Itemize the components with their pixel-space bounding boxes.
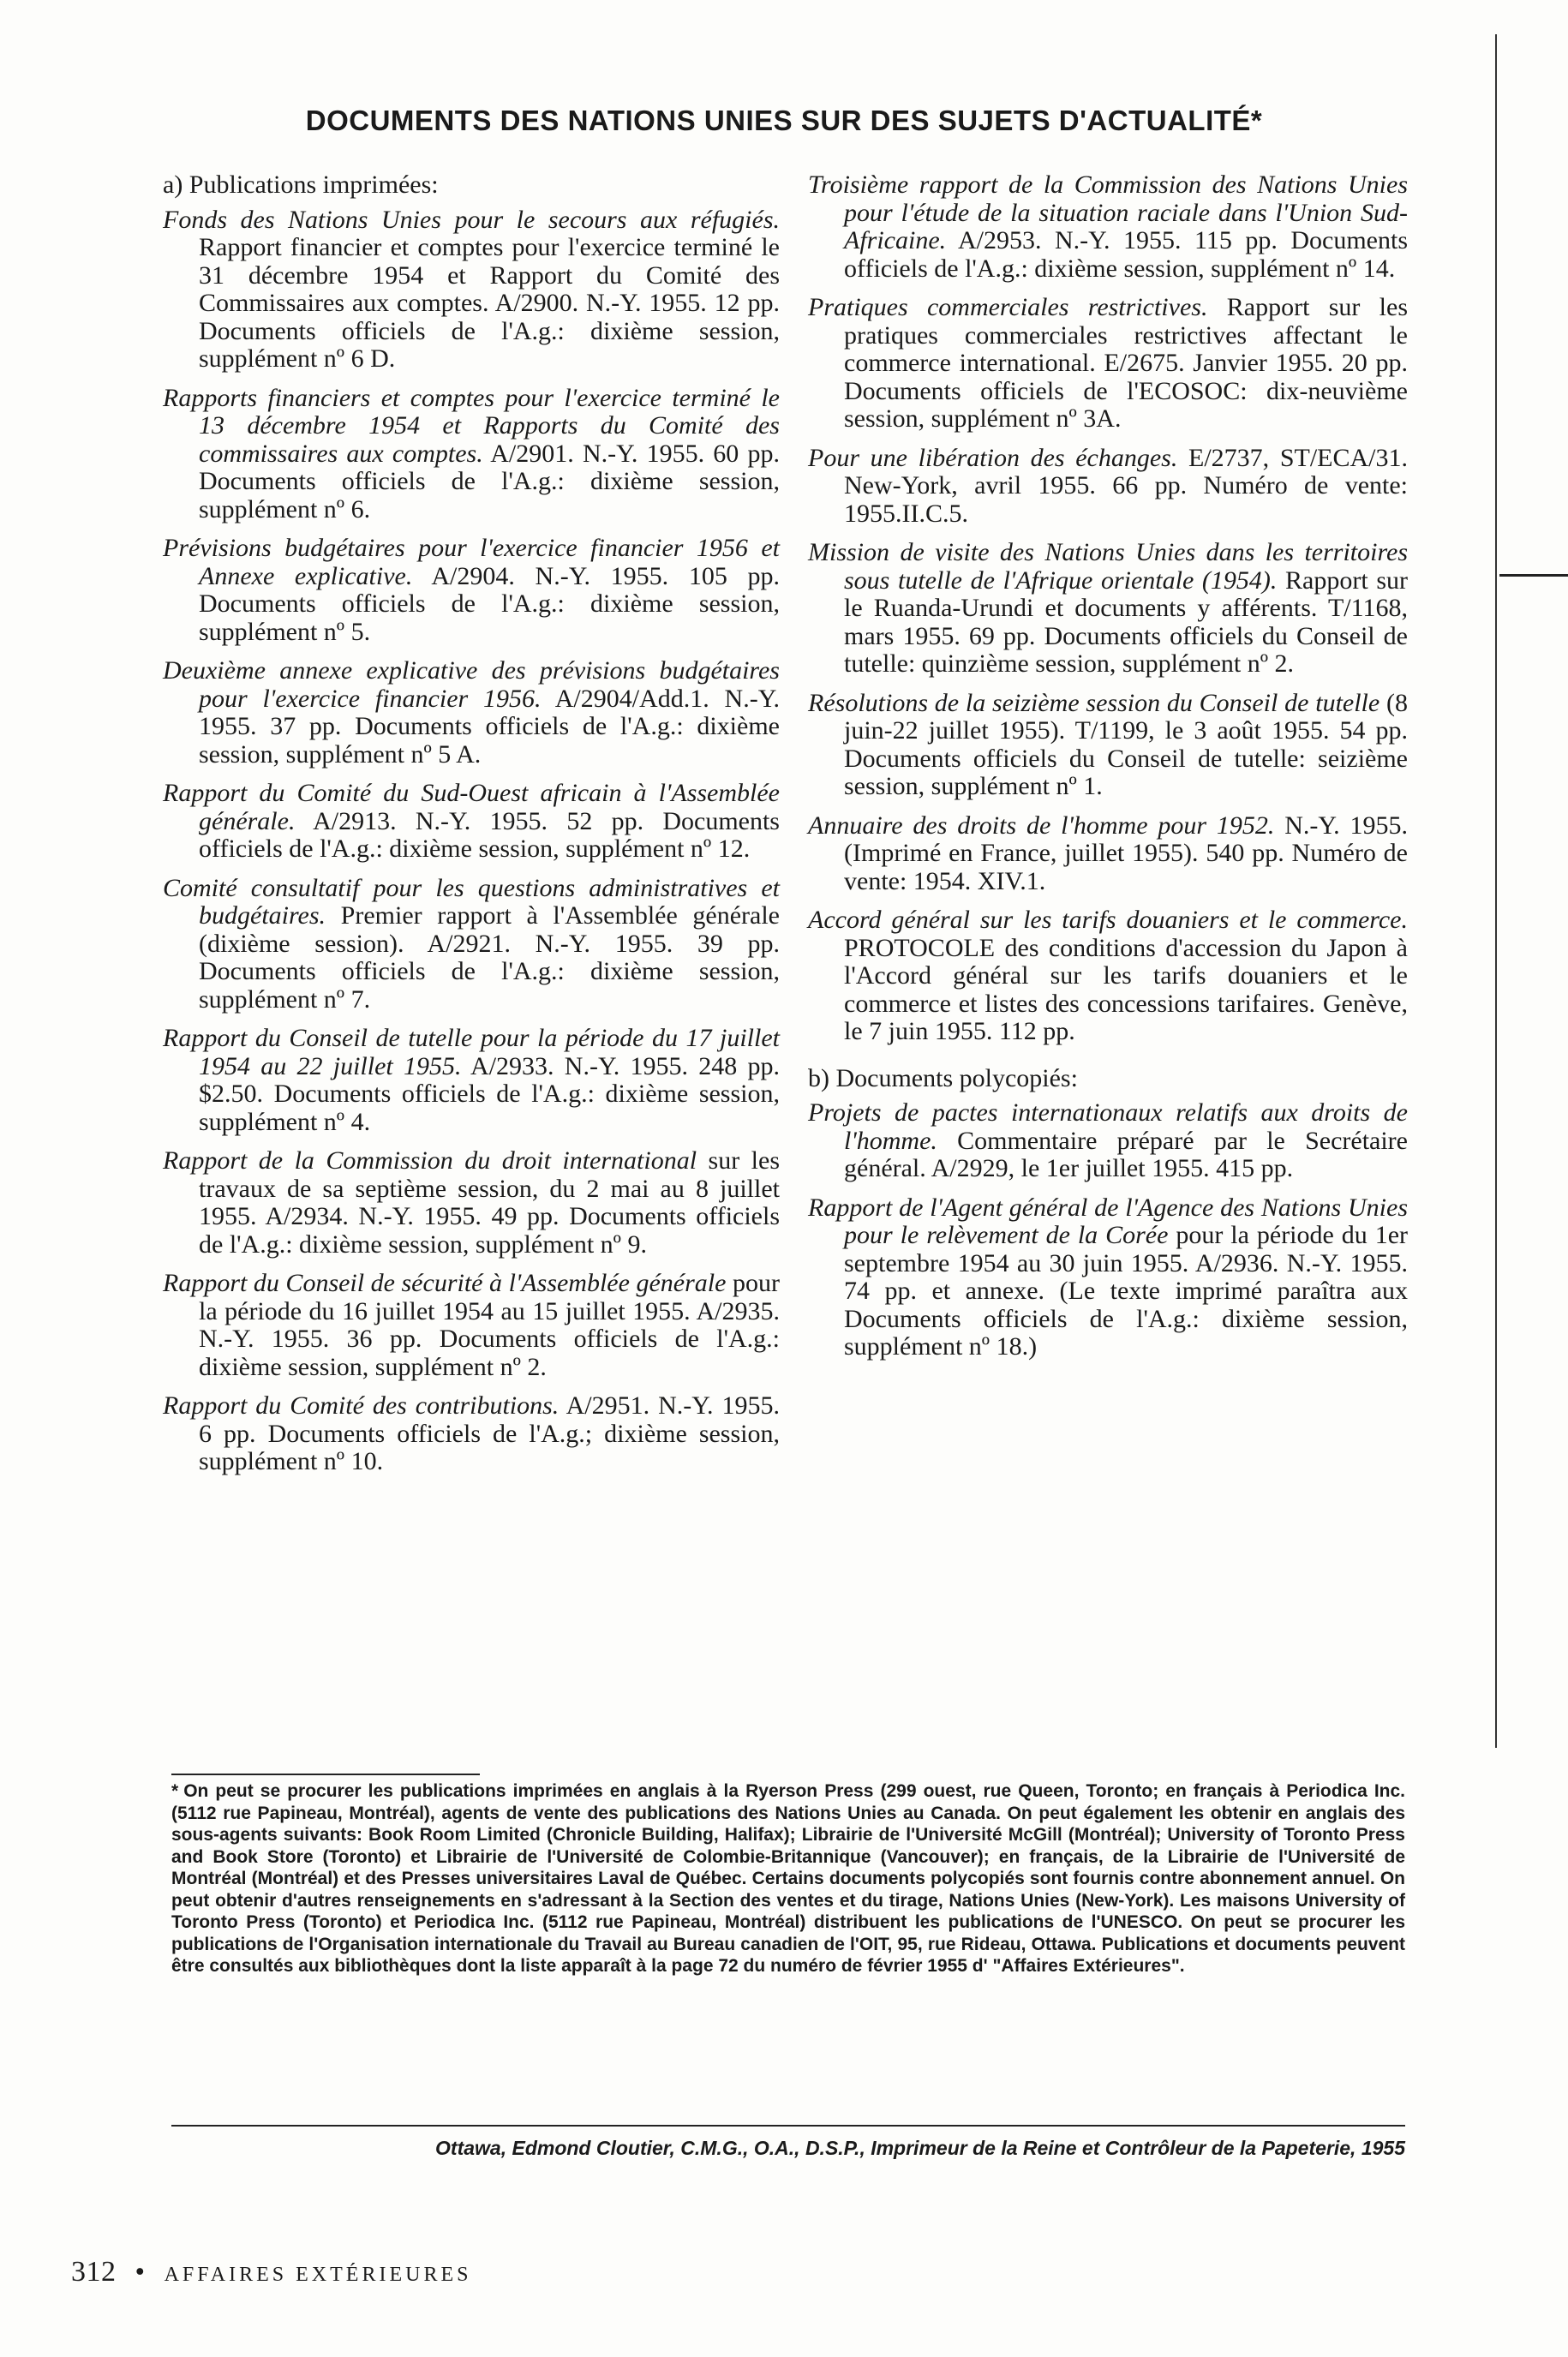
page-footer xyxy=(71,2256,471,2288)
document-entry xyxy=(163,657,780,769)
section-heading-a: a) Publications imprimées: xyxy=(163,170,439,199)
entry-details: A/2904. N.-Y. 1955. 105 pp. Documents officiels de l'A.g.: dixième session, supplément nº 5. xyxy=(199,561,780,646)
printer-rule xyxy=(171,2125,1405,2127)
entry-title: Troisième rapport de la Commission des Nations Unies pour l'étude de la situation raciale dans l'Union Sud-Africaine. xyxy=(808,170,1408,254)
entry-details: PROTOCOLE des conditions d'accession du Japon à l'Accord général sur les tarifs douaniers et le commerce et listes des concessions tarifaires. Genève, le 7 juin 1955. 112 pp. xyxy=(844,933,1408,1045)
entry-details: Rapport sur le Ruanda-Urundi et documents y afférents. T/1168, mars 1955. 69 pp. Documents officiels du Conseil de tutelle: quinzième session, supplément nº 2. xyxy=(844,565,1408,678)
entry-title: Rapport du Comité du Sud-Ouest africain à l'Assemblée générale. xyxy=(163,779,780,835)
document-entry xyxy=(808,690,1408,801)
document-entry xyxy=(163,206,780,374)
footnote-text: On peut se procurer les publications imprimées en anglais à la Ryerson Press (299 ouest, rue Queen, Toronto; en français à Periodica Inc. (5112 rue Papineau, Montréal), agents de vente des publications des Nations Unies au Canada. On peut également les obtenir en anglais des sous-agents suivants: Book Room Limited (Chronicle Building, Halifax); Librairie de l'Université McGill (Montréal); University of Toronto Press and Book Store (Toronto) et Librairie de l'Université de Colombie-Britannique (Vancouver); en français, de la Librairie de l'Université de Montréal (Montréal) et des Presses universitaires Laval de Québec. Certains documents polycopiés sont fournis contre abonnement annuel. On peut obtenir d'autres renseignements en s'adressant à la Section des ventes et du tirage, Nations Unies (New-York). Les maisons University of Toronto Press (Toronto) et Periodica Inc. (5112 rue Papineau, Montréal) distribuent les publications de l'UNESCO. On peut se procurer les publications de l'Organisation internationale du Travail au Bureau canadien de l'OIT, 95, rue Rideau, Ottawa. Publications et documents peuvent être consultés aux bibliothèques dont la liste apparaît à la page 72 du numéro de février 1955 d' "Affaires Extérieures". xyxy=(171,1781,1405,1976)
document-entry xyxy=(808,1194,1408,1361)
entry-details: N.-Y. 1955. (Imprimé en France, juillet 1955). 540 pp. Numéro de vente: 1954. XIV.1. xyxy=(844,811,1408,895)
right-entries-list-a xyxy=(808,171,1408,1046)
entry-details: E/2737, ST/ECA/31. New-York, avril 1955. 66 pp. Numéro de vente: 1955.II.C.5. xyxy=(844,443,1408,528)
left-entries-list xyxy=(163,206,780,1476)
right-entries-list-b xyxy=(808,1099,1408,1361)
document-entry xyxy=(808,294,1408,434)
entry-title: Fonds des Nations Unies pour le secours aux réfugiés. xyxy=(163,205,780,234)
printer-line: Ottawa, Edmond Cloutier, C.M.G., O.A., D.S.P., Imprimeur de la Reine et Contrôleur de la Papeterie, 1955 xyxy=(435,2137,1405,2159)
page-edge-dash xyxy=(1499,574,1568,577)
section-heading-b: b) Documents polycopiés: xyxy=(808,1063,1078,1092)
document-entry xyxy=(808,539,1408,679)
document-entry xyxy=(163,385,780,524)
entry-title: Rapports financiers et comptes pour l'exercice terminé le 13 décembre 1954 et Rapports du Comité des commissaires aux comptes. xyxy=(163,383,780,468)
right-column xyxy=(808,171,1408,1373)
entry-details: sur les travaux de sa septième session, du 2 mai au 8 juillet 1955. A/2934. N.-Y. 1955. 49 pp. Documents officiels de l'A.g.: dixième session, supplément nº 9. xyxy=(199,1146,780,1259)
left-column xyxy=(163,171,780,1487)
footnote xyxy=(171,1780,1405,1977)
entry-title: Deuxième annexe explicative des prévisions budgétaires pour l'exercice financier 1956. xyxy=(163,656,780,713)
document-entry xyxy=(163,875,780,1014)
entry-details: A/2933. N.-Y. 1955. 248 pp. $2.50. Documents officiels de l'A.g.: dixième session, supplément nº 4. xyxy=(199,1051,780,1136)
journal-name: AFFAIRES EXTÉRIEURES xyxy=(164,2264,472,2286)
entry-details: pour la période du 16 juillet 1954 au 15 juillet 1955. A/2935. N.-Y. 1955. 36 pp. Documents officiels de l'A.g.: dixième session, supplément nº 2. xyxy=(199,1269,780,1381)
footnote-rule xyxy=(171,1774,480,1775)
document-entry xyxy=(163,780,780,864)
page-edge-line xyxy=(1495,34,1497,1748)
entry-title: Rapport du Conseil de sécurité à l'Assemblée générale xyxy=(163,1269,727,1297)
entry-details: (8 juin-22 juillet 1955). T/1199, le 3 août 1955. 54 pp. Documents officiels du Conseil de tutelle: seizième session, supplément nº 1. xyxy=(844,688,1408,800)
entry-details: Premier rapport à l'Assemblée générale (dixième session). A/2921. N.-Y. 1955. 39 pp. Documents officiels de l'A.g.: dixième session, supplément nº 7. xyxy=(199,901,780,1014)
entry-details: A/2913. N.-Y. 1955. 52 pp. Documents officiels de l'A.g.: dixième session, supplément nº 12. xyxy=(199,806,780,863)
entry-title: Rapport de la Commission du droit international xyxy=(163,1146,697,1175)
entry-title: Rapport du Conseil de tutelle pour la période du 17 juillet 1954 au 22 juillet 1955. xyxy=(163,1024,780,1080)
entry-title: Prévisions budgétaires pour l'exercice financier 1956 et Annexe explicative. xyxy=(163,534,780,590)
document-entry xyxy=(808,906,1408,1046)
entry-title: Annuaire des droits de l'homme pour 1952. xyxy=(808,811,1275,840)
entry-title: Rapport du Comité des contributions. xyxy=(163,1391,560,1420)
entry-details: A/2953. N.-Y. 1955. 115 pp. Documents officiels de l'A.g.: dixième session, supplément nº 14. xyxy=(844,226,1408,283)
page-number: 312 xyxy=(71,2256,117,2288)
entry-title: Résolutions de la seizième session du Conseil de tutelle xyxy=(808,688,1380,717)
entry-title: Pratiques commerciales restrictives. xyxy=(808,293,1208,321)
entry-title: Rapport de l'Agent général de l'Agence des Nations Unies pour le relèvement de la Corée xyxy=(808,1193,1408,1249)
document-entry xyxy=(808,445,1408,529)
entry-title: Pour une libération des échanges. xyxy=(808,443,1178,472)
entry-details: Commentaire préparé par le Secrétaire général. A/2929, le 1er juillet 1955. 415 pp. xyxy=(844,1126,1408,1182)
document-entry xyxy=(163,1270,780,1381)
footnote-marker: * xyxy=(171,1781,179,1801)
entry-details: A/2951. N.-Y. 1955. 6 pp. Documents officiels de l'A.g.; dixième session, supplément nº 10. xyxy=(199,1391,780,1475)
document-entry xyxy=(808,1099,1408,1183)
entry-title: Projets de pactes internationaux relatifs aux droits de l'homme. xyxy=(808,1098,1408,1155)
document-entry xyxy=(808,171,1408,283)
entry-details: Rapport financier et comptes pour l'exercice terminé le 31 décembre 1954 et Rapport du Comité des Commissaires aux comptes. A/2900. N.-Y. 1955. 12 pp. Documents officiels de l'A.g.: dixième session, supplément nº 6 D. xyxy=(199,233,780,373)
document-entry xyxy=(163,1147,780,1259)
footer-separator: • xyxy=(135,2257,146,2288)
entry-details: Rapport sur les pratiques commerciales restrictives affectant le commerce international. E/2675. Janvier 1955. 20 pp. Documents officiels de l'ECOSOC: dix-neuvième session, supplément nº 3A. xyxy=(844,293,1408,433)
entry-title: Comité consultatif pour les questions administratives et budgétaires. xyxy=(163,873,780,930)
document-entry xyxy=(163,1025,780,1136)
entry-title: Accord général sur les tarifs douaniers et le commerce. xyxy=(808,906,1408,934)
document-entry xyxy=(163,535,780,646)
entry-details: pour la période du 1er septembre 1954 au 30 juin 1955. A/2936. N.-Y. 1955. 74 pp. et annexe. (Le texte imprimé paraîtra aux Documents officiels de l'A.g.: dixième session, supplément nº 18.) xyxy=(844,1221,1409,1361)
entry-details: A/2901. N.-Y. 1955. 60 pp. Documents officiels de l'A.g.: dixième session, supplément nº 6. xyxy=(199,439,780,523)
entry-title: Mission de visite des Nations Unies dans les territoires sous tutelle de l'Afrique orientale (1954). xyxy=(808,538,1408,595)
document-entry xyxy=(808,812,1408,896)
document-entry xyxy=(163,1392,780,1476)
entry-details: A/2904/Add.1. N.-Y. 1955. 37 pp. Documents officiels de l'A.g.: dixième session, supplément nº 5 A. xyxy=(199,684,780,769)
page-title: DOCUMENTS DES NATIONS UNIES SUR DES SUJETS D'ACTUALITÉ* xyxy=(305,105,1263,136)
